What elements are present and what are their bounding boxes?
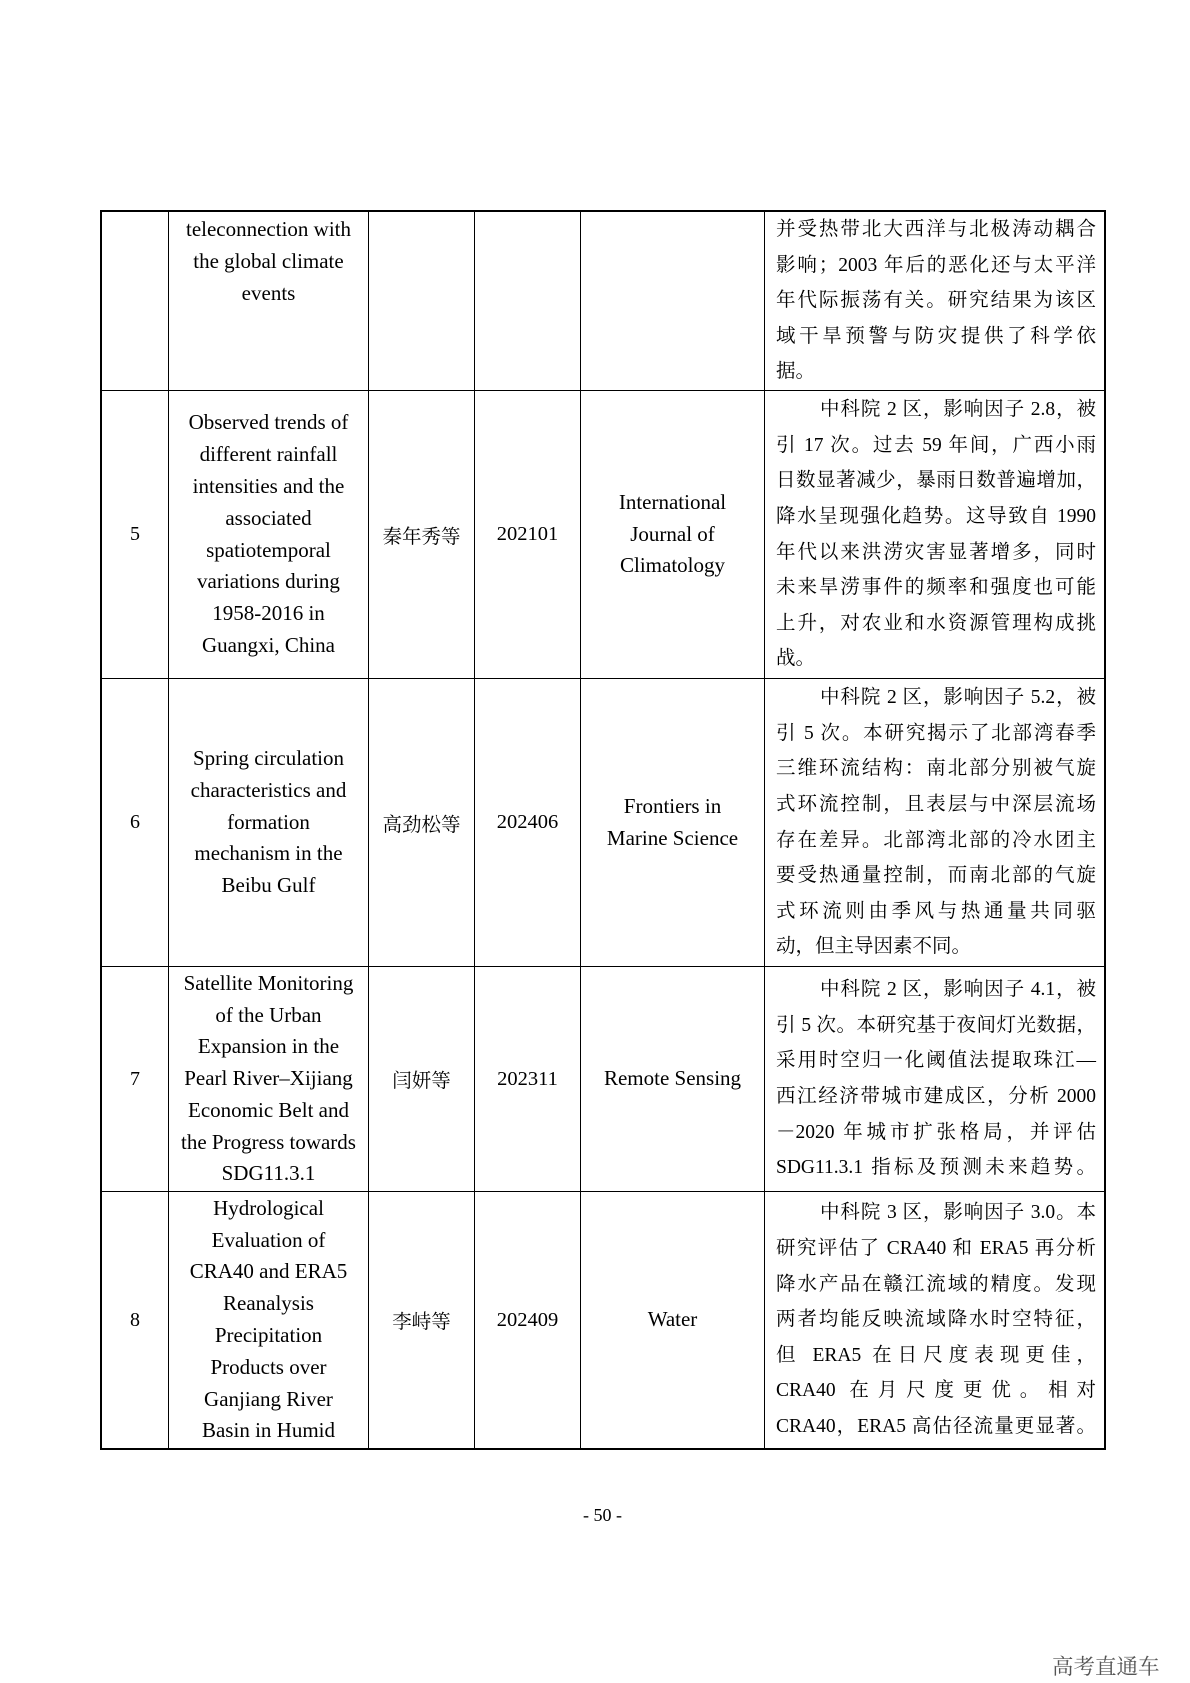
summary-line: 战。 bbox=[776, 648, 816, 670]
table-row bbox=[102, 391, 1104, 679]
publication-date: 202409 bbox=[496, 1308, 559, 1331]
summary-line: 研究评估了 CRA40 和 ERA5 再分析 bbox=[776, 1238, 1096, 1260]
row-number: 7 bbox=[130, 1067, 140, 1090]
summary-line: 要受热通量控制，而南北部的气旋 bbox=[776, 865, 1096, 887]
summary-line: 降水产品在赣江流域的精度。发现 bbox=[776, 1273, 1096, 1295]
journal-line: Climatology bbox=[620, 553, 725, 578]
summary-line: 存在差异。北部湾北部的冷水团主 bbox=[776, 829, 1096, 851]
table-row bbox=[102, 1192, 1104, 1448]
paper-title-line: spatiotemporal bbox=[206, 537, 331, 562]
table-row bbox=[102, 212, 1104, 391]
journal-cell bbox=[581, 967, 765, 1191]
summary-line: 式环流控制，且表层与中深层流场 bbox=[776, 793, 1096, 815]
journal-line: Marine Science bbox=[606, 825, 739, 850]
summary-line: 西江经济带城市建成区，分析 2000 bbox=[776, 1086, 1096, 1107]
summary-line: 两者均能反映流域降水时空特征， bbox=[776, 1309, 1096, 1331]
paper-title-line: Expansion in the bbox=[197, 1034, 340, 1059]
summary-line: 中科院 2 区，影响因子 2.8，被 bbox=[820, 399, 1096, 421]
summary-line: 日数显著减少，暴雨日数普遍增加， bbox=[776, 470, 1096, 492]
publication-date: 202101 bbox=[496, 523, 559, 545]
summary-line: 中科院 2 区，影响因子 4.1，被 bbox=[820, 979, 1096, 1001]
summary-line: 动，但主导因素不同。 bbox=[776, 936, 972, 958]
paper-title-line: Ganjiang River bbox=[204, 1386, 333, 1411]
publication-date-cell bbox=[475, 212, 581, 390]
summary-line: 未来旱涝事件的频率和强度也可能 bbox=[776, 577, 1096, 599]
paper-title-line: CRA40 and ERA5 bbox=[189, 1259, 348, 1284]
row-number-cell bbox=[102, 967, 169, 1191]
publication-date-cell bbox=[475, 679, 581, 966]
paper-title-line: Pearl River–Xijiang bbox=[184, 1066, 353, 1091]
summary-cell bbox=[765, 967, 1104, 1191]
summary-line: 域干旱预警与防灾提供了科学依 bbox=[776, 325, 1096, 347]
summary-line: －2020 年城市扩张格局，并评估 bbox=[776, 1121, 1096, 1143]
paper-title-line: Evaluation of bbox=[211, 1227, 326, 1252]
paper-title-line: the Progress towards bbox=[181, 1129, 356, 1154]
authors: 高劲松等 bbox=[382, 814, 461, 836]
summary-line: 年代以来洪涝灾害显著增多，同时 bbox=[776, 541, 1096, 563]
paper-title-line: formation bbox=[227, 809, 310, 834]
publication-date: 202311 bbox=[497, 1067, 558, 1090]
row-number: 6 bbox=[130, 811, 140, 833]
authors-cell bbox=[369, 1192, 475, 1448]
paper-title-line: Hydrological bbox=[213, 1195, 324, 1220]
summary-line: 采用时空归一化阈值法提取珠江— bbox=[776, 1050, 1096, 1072]
summary-line: 并受热带北大西洋与北极涛动耦合 bbox=[776, 219, 1096, 240]
page-number: - 50 - bbox=[583, 1505, 622, 1525]
paper-title-line: Basin in Humid bbox=[201, 1418, 335, 1443]
authors: 李峙等 bbox=[392, 1312, 451, 1333]
row-number-cell bbox=[102, 212, 169, 390]
row-number-cell bbox=[102, 391, 169, 678]
paper-title-line: Products over bbox=[210, 1354, 327, 1379]
summary-line: 上升，对农业和水资源管理构成挑 bbox=[776, 612, 1096, 634]
watermark: 高考直通车 bbox=[1052, 1655, 1160, 1680]
paper-title-line: the global climate bbox=[193, 248, 344, 273]
paper-title-line: SDG11.3.1 bbox=[221, 1161, 316, 1186]
publication-date: 202406 bbox=[496, 811, 559, 833]
summary-cell bbox=[765, 679, 1104, 966]
paper-title-line: teleconnection with bbox=[185, 217, 352, 241]
paper-title-line: different rainfall bbox=[199, 442, 338, 467]
paper-title-line: Precipitation bbox=[214, 1323, 323, 1347]
paper-title-line: Reanalysis bbox=[223, 1291, 314, 1316]
journal-cell bbox=[581, 212, 765, 390]
authors: 秦年秀等 bbox=[382, 526, 461, 548]
row-number-cell bbox=[102, 1192, 169, 1448]
authors-cell bbox=[369, 679, 475, 966]
summary-line: 中科院 2 区，影响因子 5.2，被 bbox=[820, 687, 1096, 709]
paper-title-cell bbox=[169, 967, 369, 1191]
summary-cell bbox=[765, 1192, 1104, 1448]
summary-line: 年代际振荡有关。研究结果为该区 bbox=[776, 290, 1096, 312]
summary-line: 引 17 次。过去 59 年间，广西小雨 bbox=[776, 434, 1096, 456]
paper-title-line: Observed trends of bbox=[188, 410, 349, 435]
summary-line: 降水呈现强化趋势。这导致自 1990 bbox=[776, 505, 1096, 527]
journal-cell bbox=[581, 1192, 765, 1448]
summary-line: 中科院 3 区，影响因子 3.0。本 bbox=[820, 1202, 1096, 1224]
papers-table bbox=[100, 210, 1106, 1450]
summary-line: SDG11.3.1 指标及预测未来趋势。 bbox=[776, 1157, 1096, 1179]
paper-title-line: mechanism in the bbox=[194, 841, 343, 866]
paper-title-cell bbox=[169, 1192, 369, 1448]
publication-date-cell bbox=[475, 967, 581, 1191]
paper-title-line: Satellite Monitoring bbox=[183, 970, 354, 995]
journal-line: Frontiers in bbox=[623, 793, 722, 818]
authors-cell bbox=[369, 391, 475, 678]
paper-title-line: Economic Belt and bbox=[188, 1097, 349, 1122]
summary-line: 引 5 次。本研究基于夜间灯光数据， bbox=[776, 1014, 1096, 1036]
paper-title-line: intensities and the bbox=[192, 473, 345, 498]
summary-cell bbox=[765, 212, 1104, 390]
summary-line: CRA40 在月尺度更优。相对 bbox=[776, 1380, 1096, 1402]
journal-line: Remote Sensing bbox=[603, 1066, 742, 1091]
authors-cell bbox=[369, 967, 475, 1191]
paper-title-line: characteristics and bbox=[190, 777, 347, 802]
table-row bbox=[102, 967, 1104, 1192]
publication-date-cell bbox=[475, 391, 581, 678]
paper-title-line: of the Urban bbox=[215, 1002, 322, 1027]
row-number: 5 bbox=[130, 523, 140, 545]
authors: 闫妍等 bbox=[392, 1071, 451, 1092]
summary-line: 式环流则由季风与热通量共同驱 bbox=[776, 900, 1096, 922]
paper-title-line: associated bbox=[225, 505, 312, 530]
paper-title-line: Beibu Gulf bbox=[221, 873, 316, 898]
summary-line: CRA40，ERA5 高估径流量更显著。 bbox=[776, 1415, 1096, 1437]
paper-title-cell bbox=[169, 391, 369, 678]
paper-title-line: 1958-2016 in bbox=[212, 601, 325, 626]
row-number: 8 bbox=[130, 1308, 140, 1331]
row-number-cell bbox=[102, 679, 169, 966]
journal-line: International bbox=[618, 489, 727, 514]
paper-title-line: variations during bbox=[197, 569, 340, 594]
paper-title-cell bbox=[169, 679, 369, 966]
summary-line: 三维环流结构：南北部分别被气旋 bbox=[776, 758, 1096, 780]
summary-line: 据。 bbox=[776, 361, 816, 383]
journal-cell bbox=[581, 679, 765, 966]
paper-title-line: Guangxi, China bbox=[202, 632, 335, 657]
summary-line: 影响；2003 年后的恶化还与太平洋 bbox=[776, 254, 1096, 276]
authors-cell bbox=[369, 212, 475, 390]
journal-line: Water bbox=[647, 1307, 698, 1332]
journal-line: Journal of bbox=[630, 521, 715, 546]
summary-line: 引 5 次。本研究揭示了北部湾春季 bbox=[776, 722, 1096, 744]
paper-title-cell bbox=[169, 212, 369, 390]
journal-cell bbox=[581, 391, 765, 678]
paper-title-line: Spring circulation bbox=[192, 746, 345, 770]
table-row bbox=[102, 679, 1104, 967]
paper-title-line: events bbox=[241, 280, 296, 305]
summary-line: 但 ERA5 在日尺度表现更佳， bbox=[776, 1344, 1096, 1366]
publication-date-cell bbox=[475, 1192, 581, 1448]
summary-cell bbox=[765, 391, 1104, 678]
